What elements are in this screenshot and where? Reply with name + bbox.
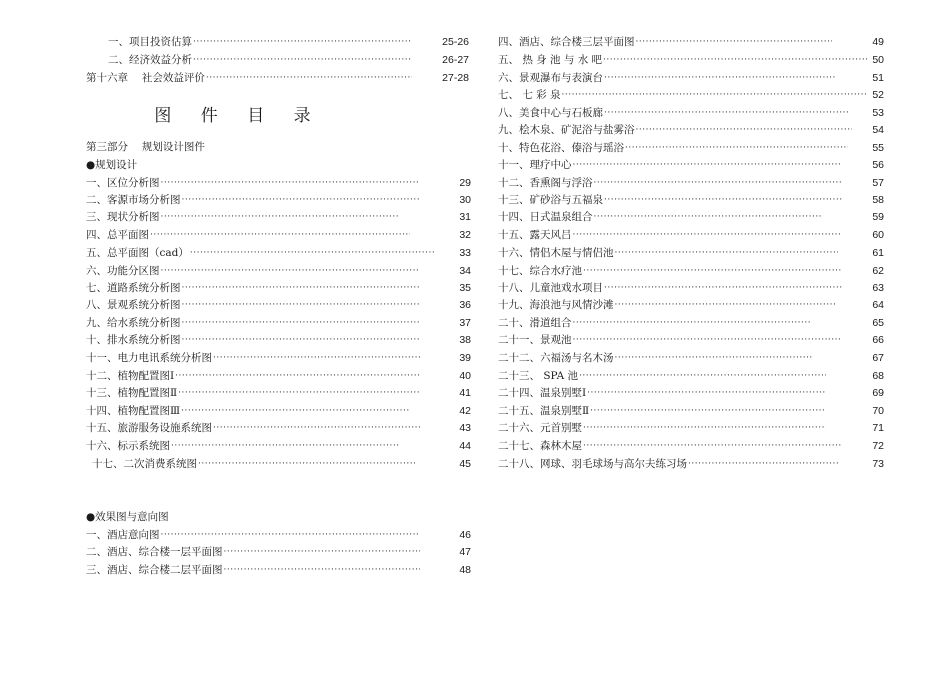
toc-page-number: 65 [872,317,884,329]
toc-entry-label: 五、 热 身 池 与 水 吧 [498,54,603,66]
toc-dot-leader [198,458,415,470]
toc-dot-leader [213,352,420,364]
toc-dot-leader [161,177,421,189]
toc-page-number: 46 [459,529,471,541]
toc-entry-label: 二、客源市场分析图 [86,194,181,206]
toc-page-number: 42 [459,405,471,417]
toc-dot-leader [573,159,841,171]
toc-entry-label: 十、特色花浴、傣浴与瑶浴 [498,142,624,154]
toc-dot-leader [178,387,420,399]
toc-page-number: 26-27 [442,54,469,66]
toc-page-number: 57 [872,177,884,189]
toc-page-number: 29 [459,177,471,189]
toc-dot-leader [590,405,826,417]
toc-dot-leader [161,265,421,277]
toc-entry-label: 十二、植物配置图Ⅰ [86,370,175,382]
toc-entry-label: 二十四、温泉别墅Ⅰ [498,387,587,399]
toc-page-number: 66 [872,334,884,346]
toc-page-number: 64 [872,299,884,311]
toc-dot-leader [604,72,836,84]
toc-page-number: 70 [872,405,884,417]
toc-page-number: 44 [459,440,471,452]
toc-entry-label: 一、酒店意向图 [86,529,160,541]
toc-dot-leader [161,211,401,223]
toc-page-number: 30 [459,194,471,206]
toc-entry-label: 二十八、网球、羽毛球场与高尔夫练习场 [498,458,687,470]
toc-dot-leader [193,36,412,48]
toc-page-number: 73 [872,458,884,470]
toc-page-number: 62 [872,265,884,277]
toc-entry-label: 十三、植物配置图Ⅱ [86,387,178,399]
toc-page-number: 27-28 [442,72,469,84]
toc-entry-label: 十一、理疗中心 [498,159,572,171]
toc-entry-label: 三、酒店、综合楼二层平面图 [86,564,223,576]
toc-dot-leader [182,282,421,294]
toc-dot-leader [688,458,840,470]
toc-dot-leader [161,529,421,541]
toc-dot-leader [573,317,813,329]
toc-dot-leader [182,334,421,346]
toc-dot-leader [573,334,843,346]
toc-entry-label: 二十五、温泉别墅Ⅱ [498,405,590,417]
toc-page-number: 69 [872,387,884,399]
toc-page-number: 48 [459,564,471,576]
toc-page-number: 50 [872,54,884,66]
toc-entry-label: 八、景观系统分析图 [86,299,181,311]
toc-page-number: 67 [872,352,884,364]
toc-entry-label: 二十二、六福汤与名木汤 [498,352,614,364]
toc-entry-label: 十五、露天风吕 [498,229,572,241]
toc-dot-leader [587,387,826,399]
toc-entry-label: 二十六、元首别墅 [498,422,582,434]
toc-page-number: 25-26 [442,36,469,48]
toc-dot-leader [150,229,410,241]
toc-page-number: 61 [872,247,884,259]
toc-entry-label: 十一、电力电讯系统分析图 [86,352,212,364]
toc-page-number: 36 [459,299,471,311]
toc-entry-label: 一、项目投资估算 [108,36,192,48]
toc-dot-leader [583,440,842,452]
toc-page-number: 38 [459,334,471,346]
toc-dot-leader [594,177,843,189]
toc-dot-leader [182,317,421,329]
toc-entry-label: 二十三、 SPA 池 [498,370,579,382]
toc-page-number: 59 [872,211,884,223]
toc-page-number: 40 [459,370,471,382]
toc-dot-leader [573,229,843,241]
toc-entry-label: 五、总平面图（cad） [86,247,189,259]
toc-page-number: 52 [872,89,884,101]
toc-entry-label: ●规划设计 [86,159,138,171]
toc-entry-label: 二十一、景观池 [498,334,572,346]
toc-dot-leader [171,440,400,452]
toc-dot-leader [182,194,421,206]
toc-page-number: 54 [872,124,884,136]
toc-page-number: 55 [872,142,884,154]
toc-page-number: 41 [459,387,471,399]
toc-page-number: 47 [459,546,471,558]
toc-dot-leader [213,422,420,434]
toc-entry-label: 十七、二次消费系统图 [92,458,197,470]
toc-page-number: 53 [872,107,884,119]
toc-dot-leader [615,247,839,259]
toc-entry-label: 十二、香熏阁与浮浴 [498,177,593,189]
toc-entry-label: 十四、日式温泉组合 [498,211,593,223]
toc-entry-label: 三、现状分析图 [86,211,160,223]
toc-dot-leader [604,107,848,119]
toc-dot-leader [579,370,826,382]
toc-dot-leader [206,72,412,84]
toc-page-number: 34 [459,265,471,277]
toc-dot-leader [603,54,868,66]
toc-page-number: 56 [872,159,884,171]
toc-entry-label: 十九、海浪池与风情沙滩 [498,299,614,311]
toc-page-number: 58 [872,194,884,206]
toc-page-number: 32 [459,229,471,241]
toc-dot-leader [615,352,813,364]
toc-dot-leader [604,282,842,294]
toc-entry-label: 十六、情侣木屋与情侣池 [498,247,614,259]
toc-entry-label: 第三部分 规划设计图件 [86,141,205,153]
toc-page-number: 43 [459,422,471,434]
toc-dot-leader [583,422,826,434]
toc-dot-leader [190,247,434,259]
toc-page-number: 35 [459,282,471,294]
toc-page-number: 49 [872,36,884,48]
toc-entry-label: 十三、矿砂浴与五福泉 [498,194,603,206]
toc-entry-label: 二、经济效益分析 [108,54,192,66]
toc-entry-label: 第十六章 社会效益评价 [86,72,205,84]
toc-dot-leader [636,36,833,48]
toc-dot-leader [615,299,837,311]
toc-dot-leader [636,124,853,136]
toc-page-number: 72 [872,440,884,452]
toc-entry-label: 八、美食中心与石板廊 [498,107,603,119]
toc-entry-label: ●效果图与意向图 [86,511,169,523]
toc-page-number: 51 [872,72,884,84]
toc-dot-leader [224,564,421,576]
toc-entry-label: 二十七、森林木屋 [498,440,582,452]
toc-dot-leader [583,265,842,277]
toc-entry-label: 九、桧木泉、矿泥浴与盐雾浴 [498,124,635,136]
toc-entry-label: 六、景观瀑布与表演台 [498,72,603,84]
toc-dot-leader [562,89,868,101]
toc-page-number: 71 [872,422,884,434]
toc-page-number: 33 [459,247,471,259]
toc-dot-leader [604,194,842,206]
toc-entry-label: 一、区位分析图 [86,177,160,189]
toc-page-number: 60 [872,229,884,241]
toc-page-number: 37 [459,317,471,329]
toc-entry-label: 四、总平面图 [86,229,149,241]
toc-page-number: 39 [459,352,471,364]
toc-entry-label: 十四、植物配置图Ⅲ [86,405,181,417]
toc-entry-label: 九、给水系统分析图 [86,317,181,329]
toc-entry-label: 十、排水系统分析图 [86,334,181,346]
toc-dot-leader [594,211,823,223]
toc-dot-leader [224,546,421,558]
toc-entry-label: 十六、标示系统图 [86,440,170,452]
toc-entry-label: 十七、综合水疗池 [498,265,582,277]
toc-dot-leader [625,142,848,154]
page-title: 图 件 目 录 [154,106,323,126]
toc-entry-label: 二十、滑道组合 [498,317,572,329]
toc-page-number: 68 [872,370,884,382]
toc-entry-label: 六、功能分区图 [86,265,160,277]
toc-entry-label: 七、道路系统分析图 [86,282,181,294]
toc-dot-leader [193,54,412,66]
toc-page-number: 45 [459,458,471,470]
toc-dot-leader [175,370,420,382]
toc-dot-leader [181,405,410,417]
toc-entry-label: 十八、儿童池戏水项目 [498,282,603,294]
toc-entry-label: 七、 七 彩 泉 [498,89,561,101]
toc-dot-leader [182,299,421,311]
toc-entry-label: 十五、旅游服务设施系统图 [86,422,212,434]
toc-page-number: 63 [872,282,884,294]
toc-page-number: 31 [459,211,471,223]
toc-entry-label: 四、酒店、综合楼三层平面图 [498,36,635,48]
toc-entry-label: 二、酒店、综合楼一层平面图 [86,546,223,558]
